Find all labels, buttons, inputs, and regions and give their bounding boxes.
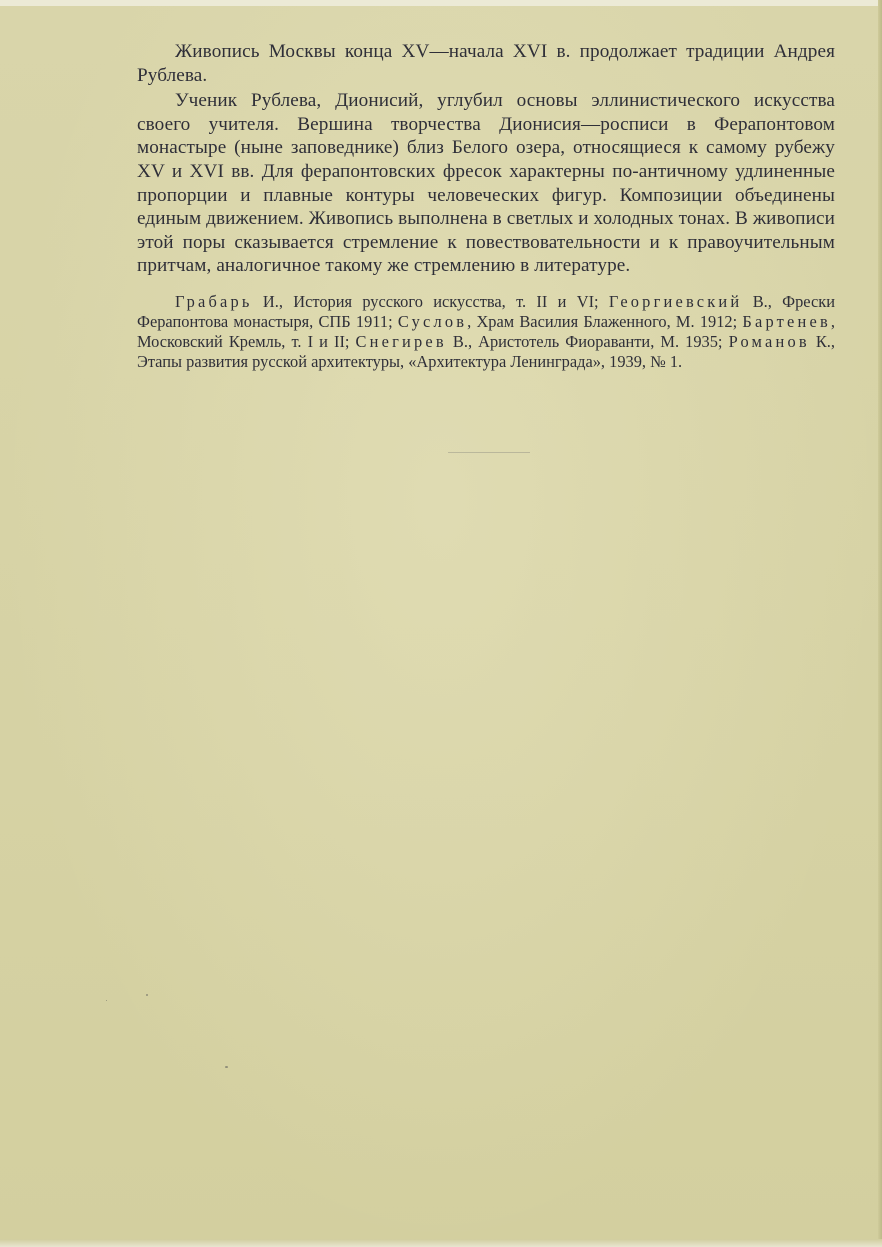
bibliography-author: Грабарь	[175, 291, 253, 311]
paper-speck	[146, 994, 148, 996]
bibliography-entry: И., История русского искусства, т. II и VI;	[252, 291, 609, 311]
section-divider	[448, 452, 530, 453]
page-right-edge	[878, 0, 882, 1247]
bibliography-author: Бартенев	[742, 311, 831, 331]
bibliography-entry: , Храм Василия Блаженного, М. 1912;	[467, 311, 743, 331]
bibliography-entry: В., Аристотель Фиораванти, М. 1935;	[446, 331, 729, 351]
bibliography-author: Суслов	[397, 311, 468, 331]
bibliography-author: Романов	[728, 331, 810, 351]
paragraph-moscow-painting: Живопись Москвы конца XV—начала XVI в. продолжает традиции Андрея Рублева.	[137, 41, 835, 86]
bibliography	[137, 292, 835, 372]
paper-speck	[225, 1066, 228, 1068]
bibliography-entry: , Московский Кремль, т. I и II;	[137, 311, 835, 351]
paragraph-dionisy: Ученик Рублева, Дионисий, углубил основы эллинистического искусства своего учителя. Вершина творчества Дионисия—росписи в Ферапонтовом монастыре (ныне заповеднике) близ Белого озера, относящиеся к самому рубежу XV и XVI вв. Для ферапонтовских фресок характерны по-античному удлиненные пропорции и плавные контуры человеческих фигур. Композиции объединены единым движением. Живопись выполнена в светлых и холодных тонах. В живописи этой поры сказывается стремление к повествовательности и к правоучительным притчам, аналогичное такому же стремлению в литературе.	[137, 90, 835, 277]
paper-speck	[106, 1000, 107, 1001]
page-top-edge	[0, 0, 882, 6]
bibliography-author: Снегирев	[355, 331, 447, 351]
page-bottom-edge	[0, 1239, 882, 1247]
bibliography-entry: В., Фрески Ферапонтова монастыря, СПБ 1911;	[137, 291, 835, 331]
bibliography-entry: К., Этапы развития русской архитектуры, «Архитектура Ленинграда», 1939, № 1.	[137, 331, 836, 371]
bibliography-author: Георгиевский	[608, 291, 743, 311]
text-block	[137, 40, 835, 372]
